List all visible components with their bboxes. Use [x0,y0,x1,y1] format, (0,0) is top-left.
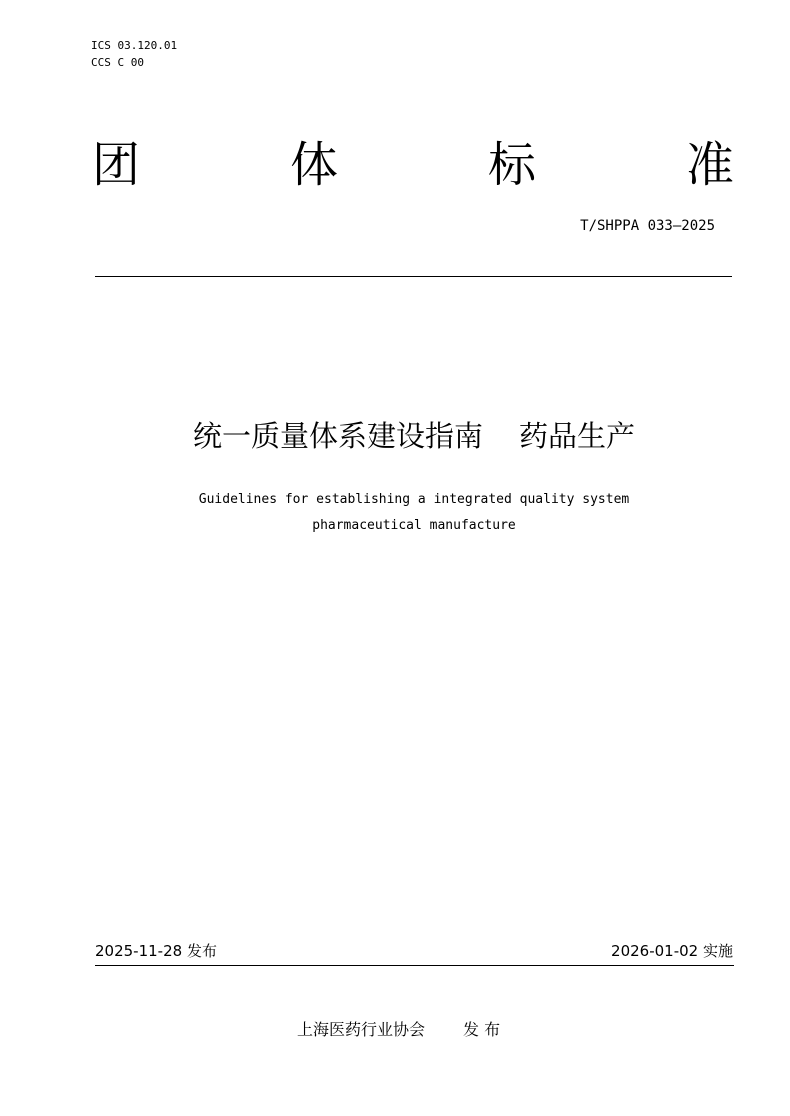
top-divider [95,276,732,277]
standard-type-heading [92,136,734,194]
title-sub: 药品生产 [519,419,636,453]
classification-codes [91,37,177,71]
standard-type-char-1: 团 [92,137,141,193]
publish-action: 发 布 [463,1020,501,1039]
publisher-name: 上海医药行业协会 [297,1020,426,1039]
english-title-line-2: pharmaceutical manufacture [312,518,516,533]
issue-date: 2025-11-28 发布 [95,942,217,960]
implementation-date: 2026-01-02 实施 [611,942,733,960]
title-main: 统一质量体系建设指南 [192,419,483,453]
bottom-divider [95,965,734,966]
publisher-line [297,1018,500,1042]
english-title [0,487,790,539]
standard-type-char-4: 准 [685,137,734,193]
ccs-code: CCS C 00 [91,56,144,69]
english-title-line-1: Guidelines for establishing a integrated quality system [198,492,630,507]
document-title [0,414,790,458]
standard-type-char-3: 标 [487,137,536,193]
standard-number: T/SHPPA 033—2025 [580,218,715,234]
ics-code: ICS 03.120.01 [91,39,178,52]
standard-type-char-2: 体 [289,137,338,193]
